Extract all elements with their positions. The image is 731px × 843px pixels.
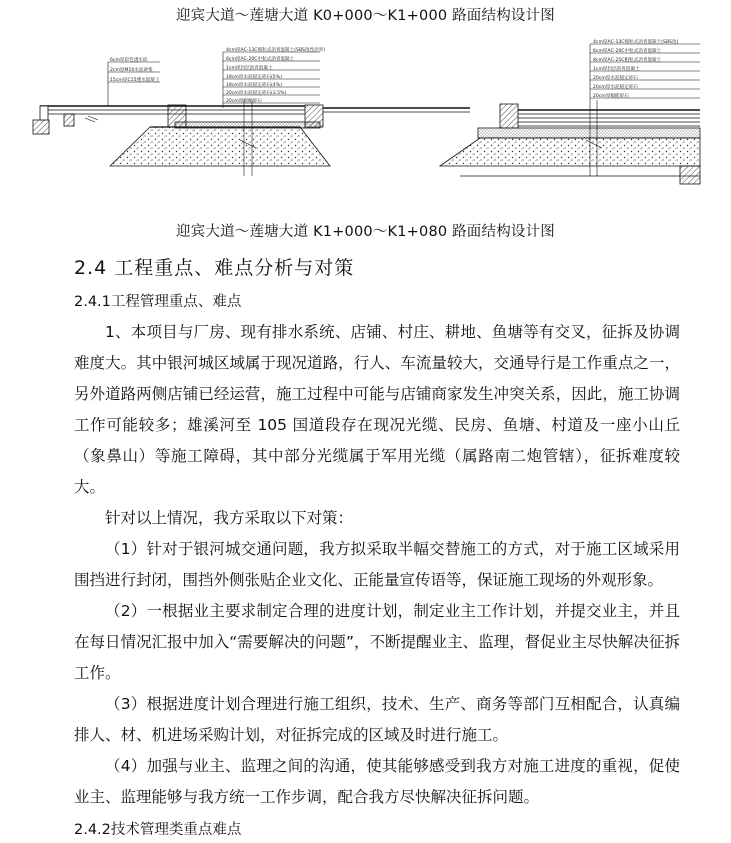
left-layer-labels — [110, 46, 325, 104]
paragraph: （1）针对于银河城交通问题，我方拟采取半幅交替施工的方式，对于施工区域采用围挡进行封闭，围挡外侧张贴企业文化、正能量宣传语等，保证施工现场的外观形象。 — [74, 540, 680, 589]
layer-label: 6cm厚彩色透水砖 — [110, 58, 148, 63]
layer-label: 6cm厚AC-20C中粒式沥青混凝土 — [593, 49, 662, 54]
figure-caption-top: 迎宾大道～莲塘大道 K0+000～K1+000 路面结构设计图 — [175, 8, 556, 24]
layer-label: 1cm厚封层沥青混凝土 — [226, 66, 273, 71]
layer-label: 20cm厚级配碎石 — [593, 94, 629, 99]
layer-label: 20cm厚水泥稳定碎石 — [593, 85, 639, 90]
layer-label: 15cm厚C15透水混凝土 — [110, 78, 160, 83]
subsection-heading: 2.4.2技术管理类重点难点 — [74, 822, 242, 838]
pavement-structure-drawing — [0, 28, 731, 220]
layer-label: 1cm厚封层沥青混凝土 — [593, 67, 640, 72]
left-section-drawing — [33, 100, 470, 176]
paragraph: （2）一根据业主要求制定合理的进度计划，制定业主工作计划，并提交业主，并且在每日情况汇报中加入“需要解决的问题”，不断提醒业主、监理，督促业主尽快解决征拆工作。 — [74, 602, 680, 682]
paragraph: （3）根据进度计划合理进行施工组织，技术、生产、商务等部门互相配合，认真编排人、材、机进场采购计划，对征拆完成的区域及时进行施工。 — [74, 695, 680, 744]
layer-label: 20cm厚级配碎石 — [226, 99, 262, 104]
layer-label: 18cm厚水泥稳定碎石(4%) — [226, 83, 282, 88]
paragraph: 1、本项目与厂房、现有排水系统、店铺、村庄、耕地、鱼塘等有交叉，征拆及协调难度大。其中银河城区域属于现况道路，行人、车流量较大，交通导行是工作重点之一，另外道路两侧店铺已经运营，施工过程中可能与店铺商家发生冲突关系，因此，施工协调工作可能较多；雄溪河至 105 国道段存在现况光缆、民房、鱼塘、村道及一座小山丘（象鼻山）等施工障碍，其中部分光缆属于军用光缆（属路南二炮管辖），征拆难度较大。 — [74, 323, 680, 496]
layer-label: 6cm厚AC-20C中粒式沥青混凝土 — [226, 57, 295, 62]
layer-label: 4cm厚AC-13C细粒式沥青混凝土(SBS改性沥青) — [226, 48, 326, 53]
section-heading: 2.4 工程重点、难点分析与对策 — [74, 257, 355, 279]
right-layer-labels — [593, 38, 679, 99]
layer-label: 4cm厚AC-13C细粒式沥青混凝土(SBS改) — [593, 40, 679, 45]
layer-label: 2cm厚M10水泥砂浆 — [110, 68, 153, 73]
layer-label: 18cm厚水泥稳定碎石(5%) — [226, 75, 282, 80]
layer-label: 20cm厚水泥稳定碎石(3.5%) — [226, 91, 287, 96]
paragraph: 针对以上情况，我方采取以下对策： — [105, 509, 354, 527]
right-section-drawing — [440, 44, 700, 184]
subsection-heading: 2.4.1工程管理重点、难点 — [74, 294, 242, 310]
layer-label: 20cm厚水泥稳定碎石 — [593, 76, 639, 81]
figure-caption-bottom: 迎宾大道～莲塘大道 K1+000～K1+080 路面结构设计图 — [175, 224, 556, 240]
paragraph: （4）加强与业主、监理之间的沟通，使其能够感受到我方对施工进度的重视，促使业主、监理能够与我方统一工作步调，配合我方尽快解决征拆问题。 — [74, 757, 680, 806]
layer-label: 8cm厚AC-25C粗粒式沥青混凝土 — [593, 58, 662, 63]
